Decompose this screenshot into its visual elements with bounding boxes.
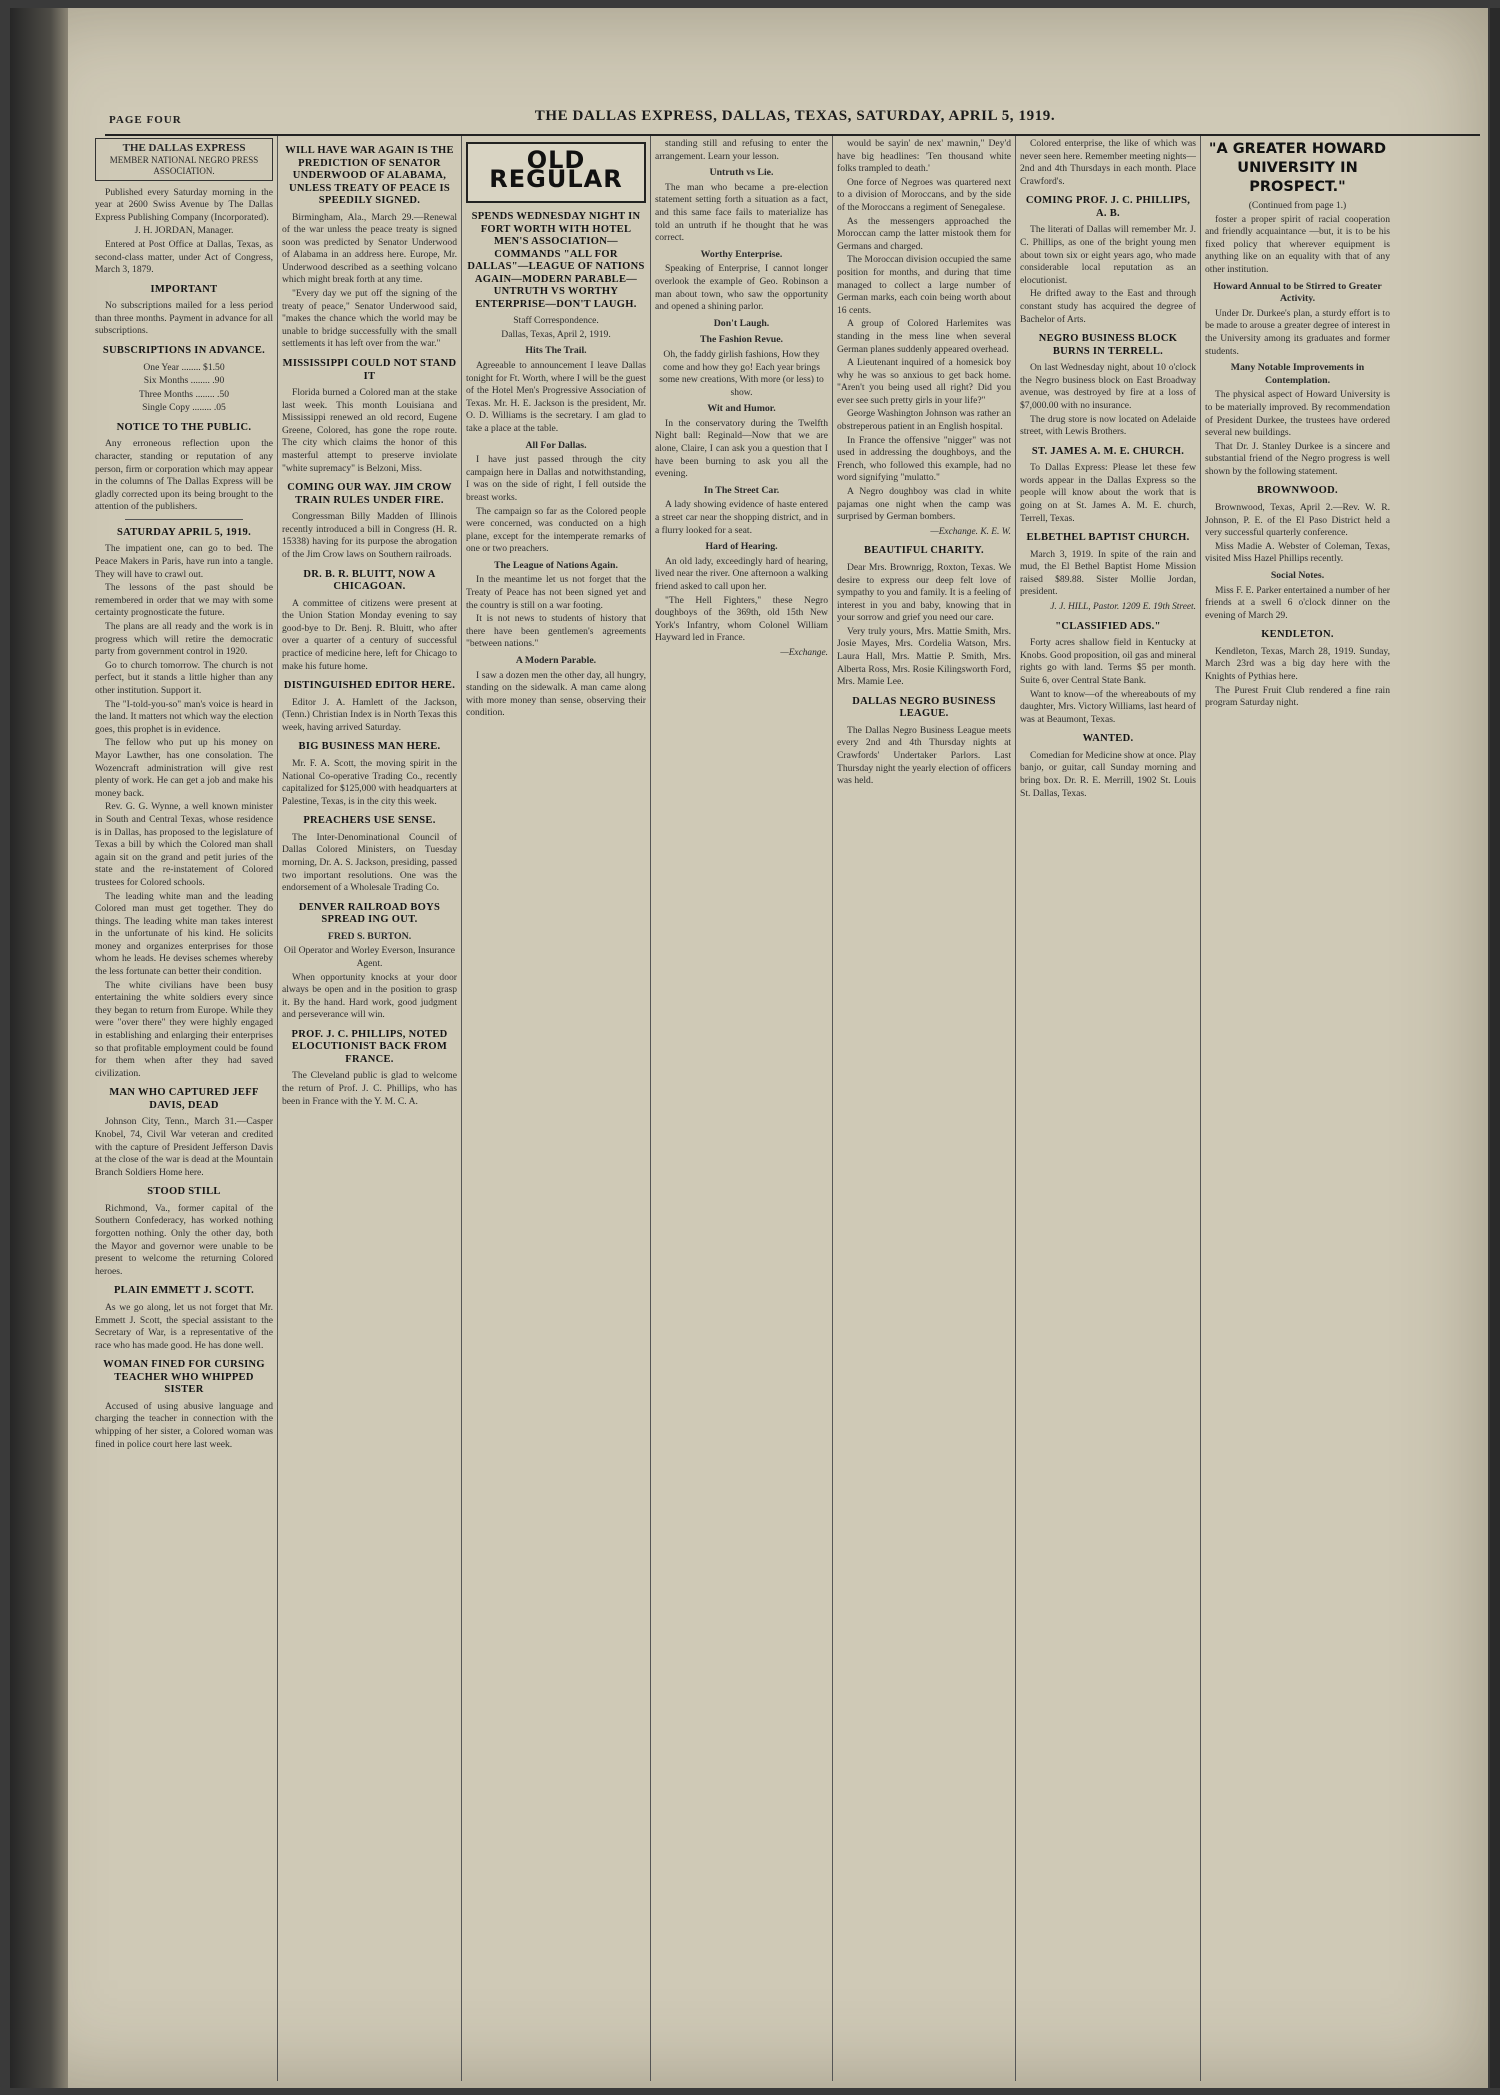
article-headline: BROWNWOOD. (1257, 485, 1338, 497)
article-text: Florida burned a Colored man at the stake last week. This month Louisiana and Mississippi renewed an old record, Eugene Greene, Colored, has gone the rope route. The city which claims the honor of this masterful attempt to preserve inviolate "white supremacy" is Belzoni, Miss. (282, 387, 457, 474)
article-text: "Every day we put off the signing of the treaty of peace," Senator Underwood said, "makes the chance which the world may be unable to bridge successfully with the small settlements it has left over from the war." (282, 288, 457, 350)
article-headline: MAN WHO CAPTURED JEFF DAVIS, DEAD (109, 1087, 259, 1111)
article-headline: WILL HAVE WAR AGAIN IS THE PREDICTION OF SENATOR UNDERWOOD OF ALABAMA, UNLESS TREATY OF PEACE IS SPEEDILY SIGNED. (285, 145, 454, 206)
article-text: Editor J. A. Hamlett of the Jackson, (Tenn.) Christian Index is in North Texas this week, having arrived Saturday. (282, 696, 457, 733)
editorial-paragraph: Go to church tomorrow. The church is not perfect, but it stands a little higher than any other institution. Support it. (95, 659, 273, 696)
editorial-paragraph: The fellow who put up his money on Mayor Lawther, has one consolation. The Wozencraft administration will give rest plenty of work. He can get a job and make his money back. (95, 737, 273, 799)
article-subhead: Untruth vs Lie. (709, 167, 774, 179)
article-text: Birmingham, Ala., March 29.—Renewal of the war unless the peace treaty is signed soon was predicted by Senator Underwood of Alabama in an address here. Europe, Mr. Underwood described as a seething volcano which might break forth at any time. (282, 211, 457, 286)
article-text: As we go along, let us not forget that Mr. Emmett J. Scott, the special assistant to the Secretary of War, is a representative of the race who has made good. He has done well. (95, 1301, 273, 1351)
article-text: Dear Mrs. Brownrigg, Roxton, Texas. We desire to express our deep felt love of sympathy to you and family. It is a feeling of interest in you and baby, knowing that in your sorrow and grief you need our care. (837, 561, 1011, 624)
classified-ad: Want to know—of the whereabouts of my daughter, Mrs. Victory Williams, last heard of was at Beaumont, Texas. (1020, 688, 1196, 725)
paper-title: THE DALLAS EXPRESS, DALLAS, TEXAS, SATURDAY, APRIL 5, 1919. (534, 108, 1056, 124)
editorial-paragraph: The plans are all ready and the work is in progress which will retire the democratic party from government control in 1920. (95, 621, 273, 658)
entered-notice: Entered at Post Office at Dallas, Texas, as second-class matter, under Act of Congress, March 3, 1879. (95, 238, 273, 276)
article-text: It is not news to students of history that there have been gentlemen's agreements "between nations." (466, 613, 646, 650)
article-headline: WANTED. (1082, 733, 1134, 745)
column-5 (837, 138, 1011, 2078)
article-text: The man who became a pre-election statement setting forth a situation as a fact, and this same face fails to materialize has told an untruth if he thought that he was correct. (655, 181, 828, 244)
column-3 (466, 138, 646, 2078)
nameplate: THE DALLAS EXPRESS (122, 142, 246, 154)
article-text: Brownwood, Texas, April 2.—Rev. W. R. Johnson, P. E. of the El Paso District held a very successful quarterly conference. (1205, 501, 1390, 539)
article-subhead: A Modern Parable. (515, 655, 597, 667)
column-4 (655, 138, 828, 2078)
article-text: A Lieutenant inquired of a homesick boy why he was so anxious to get back home. "Aren't you being used all right? Did you ever see such pretty girls in your life?" (837, 357, 1011, 406)
article-text: On last Wednesday night, about 10 o'clock the Negro business block on East Broadway avenue, was destroyed by fire at a loss of $7,000.00 with no insurance. (1020, 362, 1196, 411)
article-text: George Washington Johnson was rather an obstreperous patient in an English hospital. (837, 408, 1011, 433)
editorial-paragraph: The "I-told-you-so" man's voice is heard in the land. It matters not which way the election goes, this prophet is in evidence. (95, 698, 273, 735)
article-text: Miss F. E. Parker entertained a number of her friends at a swell 6 o'clock dinner on the evening of March 29. (1205, 584, 1390, 621)
article-headline: DALLAS NEGRO BUSINESS LEAGUE. (852, 695, 996, 720)
article-subhead: Howard Annual to be Stirred to Greater Activity. (1213, 280, 1382, 305)
article-headline: "CLASSIFIED ADS." (1055, 620, 1161, 632)
nameplate-box (95, 138, 273, 181)
article-text: A committee of citizens were present at the Union Station Monday evening to say good-bye to Dr. Benj. R. Bluitt, who after over a quarter of a century of successful practice of medicine here, left for Chicago to make his future home. (282, 597, 457, 672)
article-text: That Dr. J. Stanley Durkee is a sincere and substantial friend of the Negro progress is well shown by the following statement. (1205, 440, 1390, 477)
divider (125, 519, 243, 520)
article-headline: COMING OUR WAY. JIM CROW TRAIN RULES UNDER FIRE. (287, 482, 452, 506)
verse: Oh, the faddy girlish fashions, How they come and how they go! Each year brings some new creations, With more (or less) to show. (659, 348, 824, 398)
article-text: In the meantime let us not forget that the Treaty of Peace has not been signed yet and the country is still on a war footing. (466, 574, 646, 611)
subscription-row: One Year ........ $1.50 (143, 361, 225, 373)
scan-edge-left (10, 8, 68, 2088)
manager-line: J. H. JORDAN, Manager. (134, 225, 234, 237)
masthead (105, 104, 1485, 132)
column-divider (650, 136, 651, 2081)
article-text: One force of Negroes was quartered next to a division of Moroccans, and by the side of the Moroccans a regiment of Senegalese. (837, 176, 1011, 213)
article-text: The Inter-Denominational Council of Dallas Colored Ministers, on Tuesday morning, Dr. A. S. Jackson, presiding, passed two important resolutions. One was the endorsement of a Wholesale Trading Co. (282, 831, 457, 894)
article-text: In the conservatory during the Twelfth Night ball: Reginald—Now that we are alone, Claire, I can ask you a question that I have been burning to ask you all the evening. (655, 417, 828, 480)
date-heading: SATURDAY APRIL 5, 1919. (117, 526, 251, 538)
article-text: Mr. F. A. Scott, the moving spirit in the National Co-operative Trading Co., recently capitalized for $125,000 with headquarters at Palestine, Texas, is in the city this week. (282, 757, 457, 807)
article-text: The physical aspect of Howard University is to be materially improved. By recommendation of President Durkee, the trustees have ordered several new buildings. (1205, 389, 1390, 439)
article-headline: STOOD STILL (147, 1186, 221, 1198)
article-text: Accused of using abusive language and charging the teacher in connection with the whipping of her sister, a Colored woman was fined in police court here last week. (95, 1400, 273, 1450)
article-text: To Dallas Express: Please let these few words appear in the Dallas Express so the people will know about the work that is going on at St. James A. M. E. church, Terrell, Texas. (1020, 462, 1196, 524)
article-text: Kendleton, Texas, March 28, 1919. Sunday, March 23rd was a big day here with the Knights of Pythias here. (1205, 645, 1390, 682)
article-text: The Purest Fruit Club rendered a fine rain program Saturday night. (1205, 684, 1390, 709)
editorial-paragraph: Rev. G. G. Wynne, a well known minister in South and Central Texas, whose residence is in Dallas, has proposed to the legislature of Texas a bill by which the Colored man shall again sit on the grand and petit juries of the state and the re-instatement of Colored trustees for Colored schools. (95, 801, 273, 888)
article-text: When opportunity knocks at your door always be open and in the position to grasp it. By the hand. Hard work, good judgment and perseverance will win. (282, 971, 457, 1021)
article-text: The Dallas Negro Business League meets every 2nd and 4th Thursday nights at Crawfords' Undertaker Parlors. Last Thursday night the yearly election of officers was held. (837, 724, 1011, 787)
article-headline: COMING PROF. J. C. PHILLIPS, A. B. (1025, 195, 1191, 219)
continued-note: (Continued from page 1.) (1248, 200, 1347, 211)
notice-heading: NOTICE TO THE PUBLIC. (116, 421, 252, 433)
column-2 (282, 138, 457, 2078)
article-subhead: FRED S. BURTON. (327, 930, 412, 942)
signature: J. J. HILL, Pastor. 1209 E. 19th Street. (1050, 602, 1196, 613)
article-text: The campaign so far as the Colored people were concerned, was conducted on a high plane, except for the intemperate remarks of one or two preachers. (466, 505, 646, 555)
article-headline: BIG BUSINESS MAN HERE. (298, 741, 441, 753)
article-headline: PREACHERS USE SENSE. (303, 815, 436, 827)
column-divider (461, 136, 462, 2081)
article-text: March 3, 1919. In spite of the rain and mud, the El Bethel Baptist Home Mission raised $89.88. Sister Mollie Jordan, president. (1020, 548, 1196, 598)
article-subhead: Hard of Hearing. (705, 541, 778, 553)
article-text: Under Dr. Durkee's plan, a sturdy effort is to be made to arouse a greater degree of interest in the University among its graduates and former students. (1205, 307, 1390, 357)
article-text: Agreeable to announcement I leave Dallas tonight for Ft. Worth, where I will be the guest of the Hotel Men's Progressive Association of Texas. Mr. H. E. Jackson is the president, Mr. O. D. Williams is the secretary. I am glad to take a place at the table. (466, 359, 646, 434)
signers-list: Very truly yours, Mrs. Mattie Smith, Mrs. Josie Mayes, Mrs. Cordelia Watson, Mrs. Laura Hall, Mrs. Mattie P. Smith, Mrs. Alberta Ross, Mrs. Rosie Kilingsworth Ford, Mrs. Mamie Lee. (837, 625, 1011, 688)
article-headline: KENDLETON. (1261, 629, 1334, 641)
article-headline: DENVER RAILROAD BOYS SPREAD ING OUT. (298, 901, 441, 926)
article-text: Oil Operator and Worley Everson, Insurance Agent. (283, 945, 456, 969)
article-text: As the messengers approached the Moroccan camp the latter mistook them for Germans and charged. (837, 215, 1011, 252)
article-subhead: Hits The Trail. (525, 345, 587, 357)
classified-ad: Comedian for Medicine show at once. Play banjo, or guitar, call Sunday morning and bring box. Dr. R. E. Merrill, 1902 St. Louis St. Dallas, Texas. (1020, 749, 1196, 799)
article-text: I saw a dozen men the other day, all hungry, standing on the sidewalk. A man came along with more money than sense, observing their condition. (466, 669, 646, 719)
article-headline: SPENDS WEDNESDAY NIGHT IN FORT WORTH WITH HOTEL MEN'S ASSOCIATION—COMMANDS "ALL FOR DALLAS"—LEAGUE OF NATIONS AGAIN—MODERN PARABLE—UNTRUTH VS WORTHY ENTERPRISE—DON'T LAUGH. (467, 211, 645, 310)
subscriptions-heading: SUBSCRIPTIONS IN ADVANCE. (102, 345, 266, 357)
article-subhead: Wit and Humor. (707, 403, 776, 415)
article-subhead: The League of Nations Again. (494, 559, 618, 571)
column-6 (1020, 138, 1196, 2078)
article-headline: PROF. J. C. PHILLIPS, NOTED ELOCUTIONIST BACK FROM FRANCE. (291, 1028, 448, 1065)
article-headline: WOMAN FINED FOR CURSING TEACHER WHO WHIPPED SISTER (103, 1359, 265, 1396)
article-text: I have just passed through the city campaign here in Dallas and notwithstanding, I was on the side of right, I fell outside the breast works. (466, 454, 646, 503)
column-divider (1200, 136, 1201, 2081)
article-text: A group of Colored Harlemites was standing in the mess line when several German planes suddenly appeared overhead. (837, 318, 1011, 355)
article-text: The literati of Dallas will remember Mr. J. C. Phillips, as one of the bright young men about town six or eight years ago, who made considerable local reputation as an elocutionist. (1020, 224, 1196, 286)
article-subhead: All For Dallas. (525, 439, 587, 451)
article-text: would be sayin' de nex' mawnin," Dey'd have big headlines: 'Ten thousand white folks trampled to death.' (837, 138, 1011, 175)
article-subhead: The Fashion Revue. (699, 334, 783, 346)
old-regular-box (466, 142, 646, 203)
article-text: foster a proper spirit of racial cooperation and friendly acquaintance —but, it is to be his fixed policy that wherever equipment is anything like on an equality with that of any other institution. (1205, 213, 1390, 275)
article-text: In France the offensive "nigger" was not used in addressing the doughboys, and the French, who followed this example, had no word signifying "mulatto." (837, 434, 1011, 484)
member-line: MEMBER NATIONAL NEGRO PRESS ASSOCIATION. (109, 154, 259, 176)
subscription-row: Single Copy ........ .05 (142, 402, 226, 414)
article-text: Miss Madie A. Webster of Coleman, Texas, visited Miss Hazel Phillips recently. (1205, 540, 1390, 565)
article-headline: MISSISSIPPI COULD NOT STAND IT (282, 358, 457, 382)
masthead-rule (105, 134, 1480, 136)
subscription-row: Three Months ........ .50 (138, 388, 230, 400)
notice-text: Any erroneous reflection upon the character, standing or reputation of any person, firm or corporation which may appear in the columns of The Dallas Express will be gladly corrected upon its being brought to the attention of the publishers. (95, 438, 273, 513)
article-subhead: Worthy Enterprise. (700, 248, 783, 260)
article-subhead: In The Street Car. (703, 484, 780, 496)
article-text: Johnson City, Tenn., March 31.—Casper Knobel, 74, Civil War veteran and credited with the capture of President Jefferson Davis at the close of the war is dead at the Mountain Branch Soldiers Home here. (95, 1116, 273, 1178)
article-text: The drug store is now located on Adelaide street, with Lewis Brothers. (1020, 413, 1196, 438)
classified-ad: Forty acres shallow field in Kentucky at Knobs. Good proposition, oil gas and mineral rights go with land. Terms $5 per month. Suite 6, over Central State Bank. (1020, 637, 1196, 686)
article-headline: BEAUTIFUL CHARITY. (864, 545, 984, 557)
column-divider (1015, 136, 1016, 2081)
signature: —Exchange. K. E. W. (930, 526, 1011, 537)
article-text: Congressman Billy Madden of Illinois recently introduced a bill in Congress (H. R. 15338) having for its purpose the abrogation of the Jim Crow laws on Southern railroads. (282, 511, 457, 560)
article-text: standing still and refusing to enter the arrangement. Learn your lesson. (655, 138, 828, 162)
article-text: Colored enterprise, the like of which was never seen here. Remember meeting nights—2nd and 4th Thursdays in each month. Place Crawford's. (1020, 138, 1196, 187)
old-regular-title: OLD REGULAR (489, 146, 623, 193)
column-divider (277, 136, 278, 2081)
editorial-paragraph: The white civilians have been busy entertaining the white soldiers every since they began to return from Europe. While they were "over there" they were highly engaged in establishing and enlarging their enterprises so that profitable employment could be found for them when after they had saved civilization. (95, 979, 273, 1079)
important-heading: IMPORTANT (150, 283, 218, 295)
subscription-row: Six Months ........ .90 (143, 375, 225, 387)
article-headline: DISTINGUISHED EDITOR HERE. (283, 680, 456, 692)
scan-edge-right (1490, 8, 1500, 2088)
article-headline: DR. B. R. BLUITT, NOW A CHICAGOAN. (303, 568, 436, 593)
article-headline: NEGRO BUSINESS BLOCK BURNS IN TERRELL. (1038, 333, 1178, 357)
editorial-paragraph: The impatient one, can go to bed. The Peace Makers in Paris, have run into a tangle. They will have to crawl out. (95, 543, 273, 580)
article-subhead: Many Notable Improvements in Contemplation. (1230, 362, 1365, 386)
article-text: He drifted away to the East and through constant study has acquired the degree of Bachelor of Arts. (1020, 288, 1196, 325)
page-label: PAGE FOUR (109, 114, 182, 126)
newspaper-page (10, 8, 1488, 2088)
column-7 (1205, 138, 1390, 2078)
editorial-paragraph: The leading white man and the leading Colored man must get together. They do things. The leading white man takes interest in the unfortunate of his kind. He solicits money and organizes enterprises for those whom he leads. He devises schemes whereby the less fortunate can better their condition. (95, 890, 273, 978)
article-text: An old lady, exceedingly hard of hearing, lived near the river. One afternoon a walking friend asked to call upon her. (655, 555, 828, 592)
article-subhead: Don't Laugh. (713, 317, 770, 329)
signature: —Exchange. (780, 647, 828, 658)
article-text: Richmond, Va., former capital of the Southern Confederacy, has worked nothing forgotten nothing. Only the other day, both the Mayor and governor were unable to be present to welcome the returning Colored heroes. (95, 1202, 273, 1277)
byline: Staff Correspondence. (513, 315, 599, 327)
article-subhead: Social Notes. (1270, 569, 1325, 581)
important-text: No subscriptions mailed for a less period than three months. Payment in advance for all subscriptions. (95, 300, 273, 337)
article-headline: ST. JAMES A. M. E. CHURCH. (1031, 445, 1185, 457)
article-headline: PLAIN EMMETT J. SCOTT. (113, 1285, 255, 1297)
article-headline: ELBETHEL BAPTIST CHURCH. (1026, 532, 1190, 544)
article-text: The Cleveland public is glad to welcome the return of Prof. J. C. Phillips, who has been in France with the Y. M. C. A. (282, 1070, 457, 1107)
article-text: The Moroccan division occupied the same position for months, and during that time managed to collect a large number of German marks, each coin being worth about 16 cents. (837, 254, 1011, 316)
article-text: A Negro doughboy was clad in white pajamas one night when the camp was surprised by German bombers. (837, 486, 1011, 523)
column-divider (832, 136, 833, 2081)
editorial-paragraph: The lessons of the past should be remembered in order that we may with some certainty prognosticate the future. (95, 582, 273, 619)
howard-headline: "A GREATER HOWARD UNIVERSITY IN PROSPECT." (1208, 141, 1387, 195)
article-text: Speaking of Enterprise, I cannot longer overlook the example of Geo. Robinson a man about town, who saw the opportunity and opened a shining parlor. (655, 263, 828, 313)
article-text: A lady showing evidence of haste entered a street car near the shopping district, and in a flurry looked for a seat. (655, 499, 828, 536)
publisher-info: Published every Saturday morning in the year at 2600 Swiss Avenue by The Dallas Express Publishing Company (Incorporated). (95, 186, 273, 223)
article-text: "The Hell Fighters," these Negro doughboys of the 369th, old 15th New York's Infantry, whom Colonel William Hayward led in France. (655, 594, 828, 644)
dateline: Dallas, Texas, April 2, 1919. (501, 328, 611, 340)
column-1 (95, 138, 273, 2078)
